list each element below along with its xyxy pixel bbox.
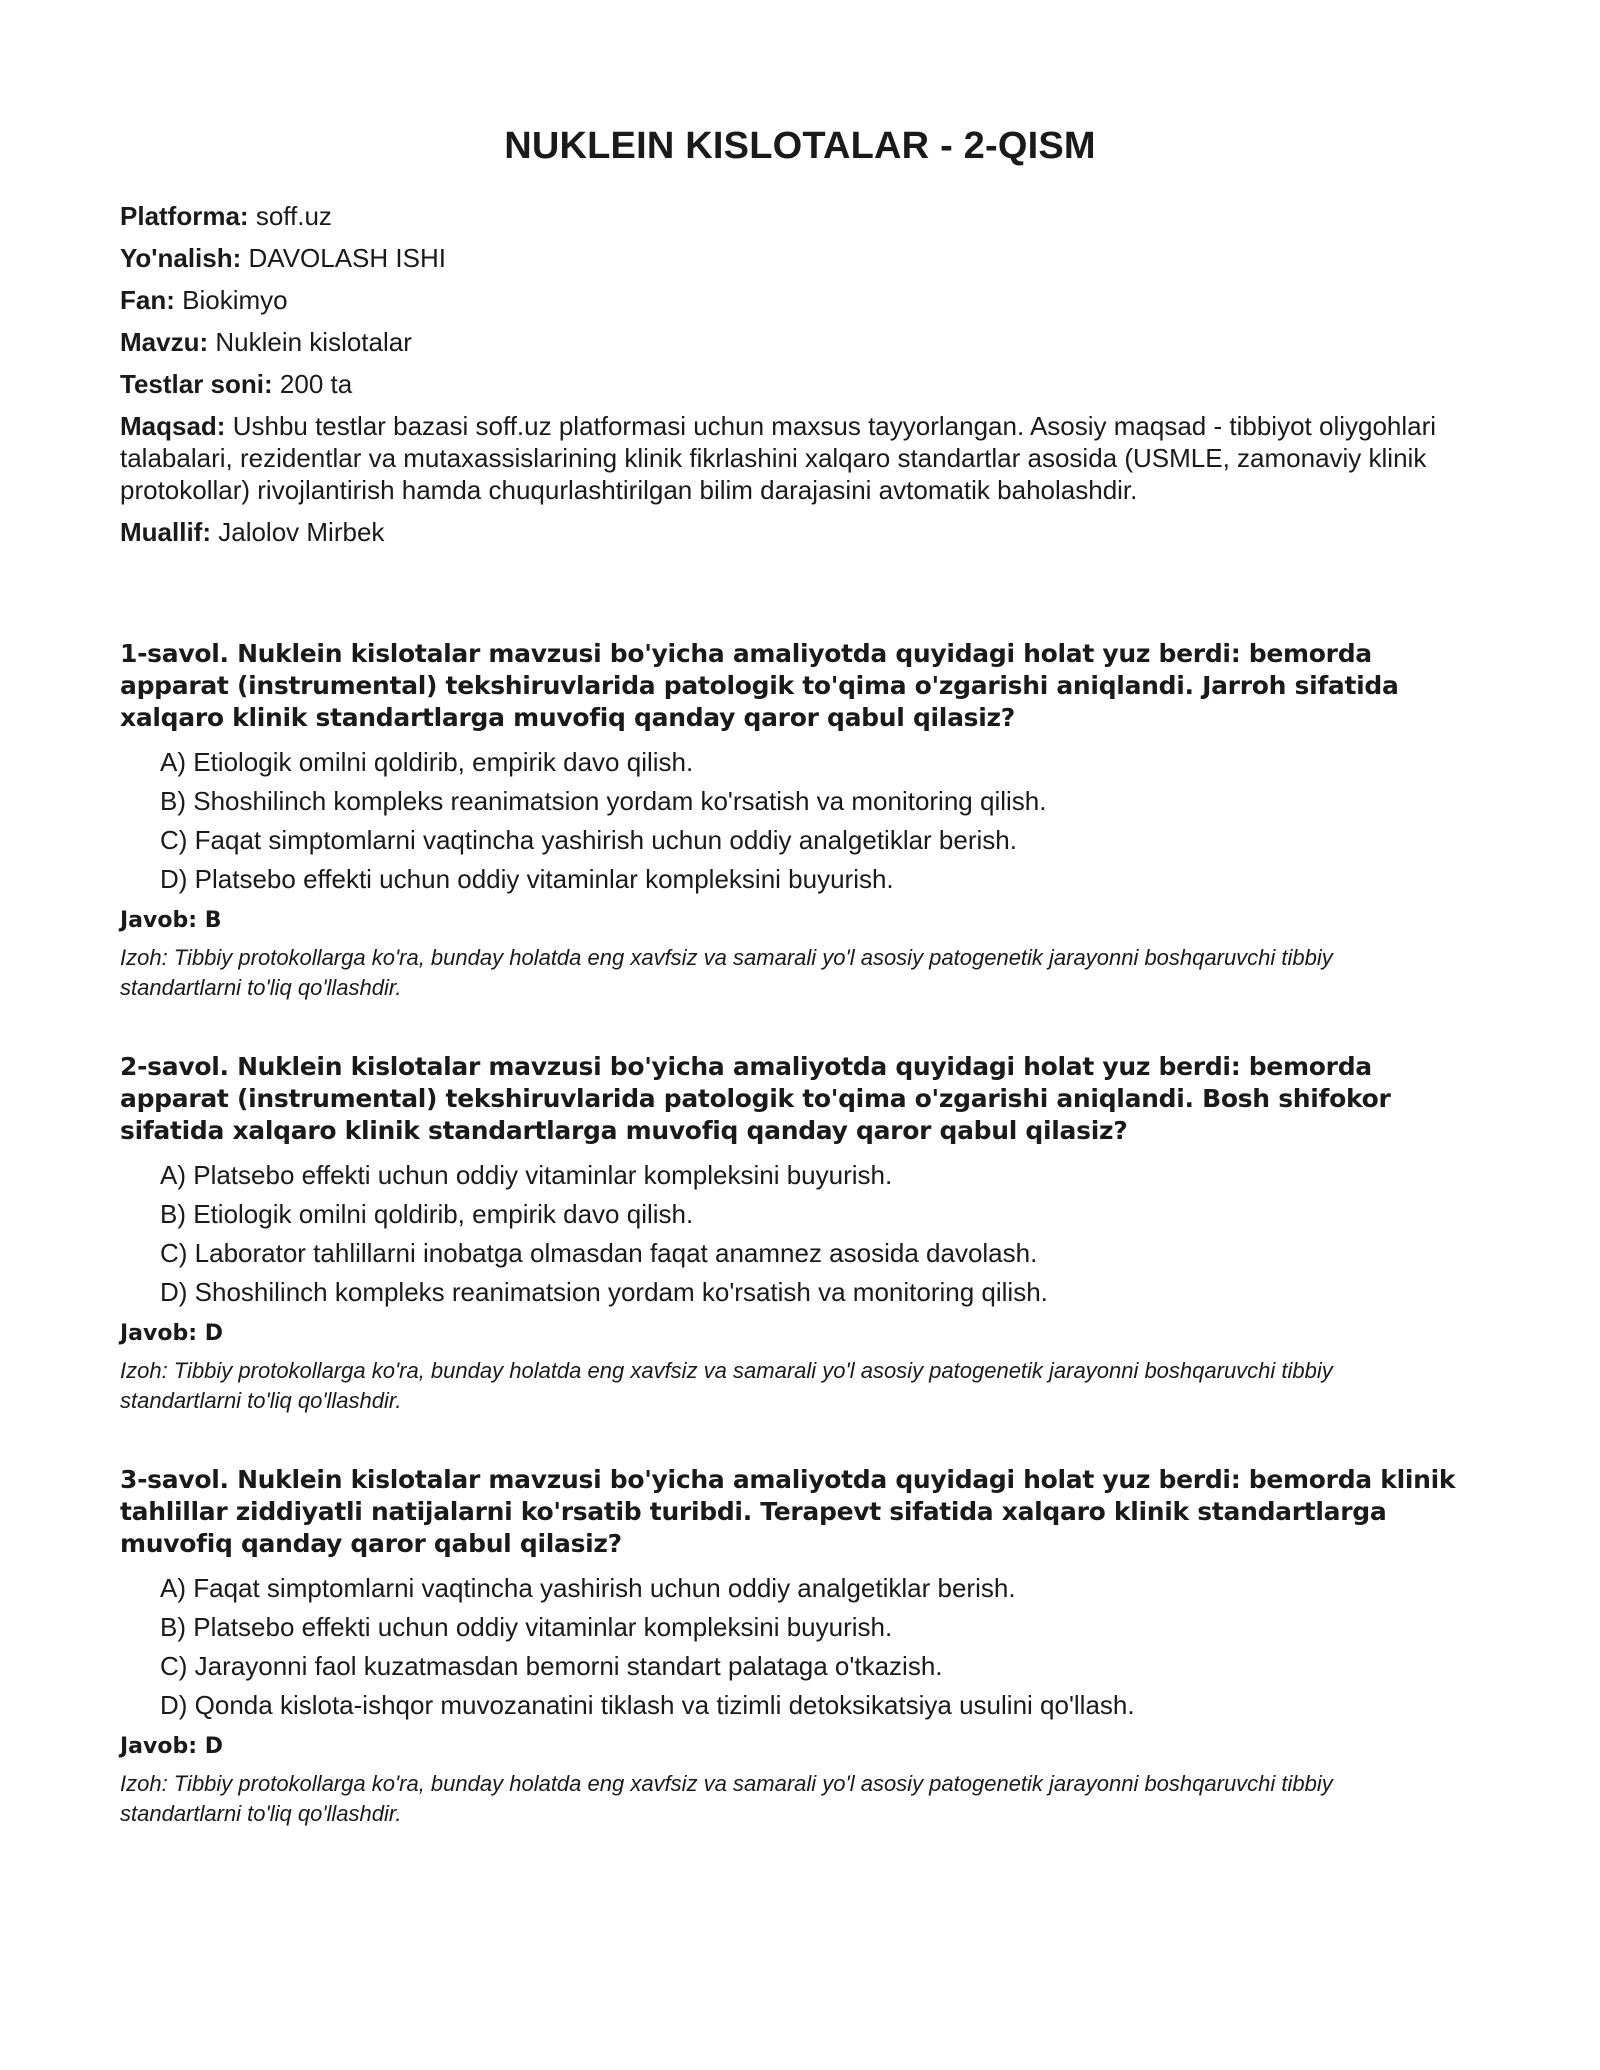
meta-mavzu bbox=[120, 326, 1480, 358]
meta-value: DAVOLASH ISHI bbox=[248, 243, 446, 273]
question-item bbox=[120, 638, 1480, 1003]
answer-label: Javob: B bbox=[120, 908, 222, 933]
answer-label: Javob: D bbox=[120, 1734, 223, 1759]
question-item bbox=[120, 1051, 1480, 1416]
meta-key: Testlar soni: bbox=[120, 369, 273, 399]
explanation-text: Izoh: Tibbiy protokollarga ko'ra, bunday holatda eng xavfsiz va samarali yo'l asosiy patogenetik jarayonni boshqaruvchi tibbiy standartlarni to'liq qo'llashdir. bbox=[120, 945, 1333, 1000]
answer-label: Javob: D bbox=[120, 1321, 223, 1346]
option-b: B) Etiologik omilni qoldirib, empirik davo qilish. bbox=[160, 1199, 694, 1229]
meta-key: Fan: bbox=[120, 285, 175, 315]
document-page bbox=[120, 122, 1480, 1877]
explanation-text: Izoh: Tibbiy protokollarga ko'ra, bunday holatda eng xavfsiz va samarali yo'l asosiy patogenetik jarayonni boshqaruvchi tibbiy standartlarni to'liq qo'llashdir. bbox=[120, 1358, 1333, 1413]
option-b: B) Shoshilinch kompleks reanimatsion yordam ko'rsatish va monitoring qilish. bbox=[160, 786, 1047, 816]
meta-key: Yo'nalish: bbox=[120, 243, 242, 273]
meta-value: Biokimyo bbox=[182, 285, 288, 315]
option-d: D) Qonda kislota-ishqor muvozanatini tiklash va tizimli detoksikatsiya usulini qo'llash. bbox=[160, 1690, 1135, 1720]
option-d: D) Platsebo effekti uchun oddiy vitaminlar kompleksini buyurish. bbox=[160, 864, 894, 894]
question-text: 2-savol. Nuklein kislotalar mavzusi bo'yicha amaliyotda quyidagi holat yuz berdi: bemorda apparat (instrumental) tekshiruvlarida patologik to'qima o'zgarishi aniqlandi. Bosh shifokor sifatida xalqaro klinik standartlarga muvofiq qanday qaror qabul qilasiz? bbox=[120, 1052, 1391, 1145]
option-a: A) Platsebo effekti uchun oddiy vitaminlar kompleksini buyurish. bbox=[160, 1160, 893, 1190]
meta-fan bbox=[120, 284, 1480, 316]
metadata-block bbox=[120, 200, 1480, 548]
option-list bbox=[120, 1159, 1480, 1308]
meta-value: Jalolov Mirbek bbox=[218, 517, 385, 547]
question-list bbox=[120, 638, 1480, 1829]
option-a: A) Faqat simptomlarni vaqtincha yashirish uchun oddiy analgetiklar berish. bbox=[160, 1573, 1016, 1603]
option-d: D) Shoshilinch kompleks reanimatsion yordam ko'rsatish va monitoring qilish. bbox=[160, 1277, 1048, 1307]
meta-yonalish bbox=[120, 242, 1480, 274]
question-text: 3-savol. Nuklein kislotalar mavzusi bo'yicha amaliyotda quyidagi holat yuz berdi: bemorda klinik tahlillar ziddiyatli natijalarni ko'rsatib turibdi. Terapevt sifatida xalqaro klinik standartlarga muvofiq qanday qaror qabul qilasiz? bbox=[120, 1465, 1456, 1558]
option-c: C) Laborator tahlillarni inobatga olmasdan faqat anamnez asosida davolash. bbox=[160, 1238, 1038, 1268]
option-a: A) Etiologik omilni qoldirib, empirik davo qilish. bbox=[160, 747, 694, 777]
question-item bbox=[120, 1464, 1480, 1829]
meta-key: Mavzu: bbox=[120, 327, 209, 357]
option-b: B) Platsebo effekti uchun oddiy vitaminlar kompleksini buyurish. bbox=[160, 1612, 893, 1642]
meta-key: Platforma: bbox=[120, 201, 249, 231]
option-c: C) Faqat simptomlarni vaqtincha yashirish uchun oddiy analgetiklar berish. bbox=[160, 825, 1017, 855]
meta-value: Ushbu testlar bazasi soff.uz platformasi uchun maxsus tayyorlangan. Asosiy maqsad - tibbiyot oliygohlari talabalari, rezidentlar va mutaxassislarining klinik fikrlashini xalqaro standartlar asosida (USMLE, zamonaviy klinik protokollar) rivojlantirish hamda chuqurlashtirilgan bilim darajasini avtomatik baholashdir. bbox=[120, 411, 1437, 505]
meta-value: 200 ta bbox=[279, 369, 353, 399]
explanation-text: Izoh: Tibbiy protokollarga ko'ra, bunday holatda eng xavfsiz va samarali yo'l asosiy patogenetik jarayonni boshqaruvchi tibbiy standartlarni to'liq qo'llashdir. bbox=[120, 1771, 1333, 1826]
question-text: 1-savol. Nuklein kislotalar mavzusi bo'yicha amaliyotda quyidagi holat yuz berdi: bemorda apparat (instrumental) tekshiruvlarida patologik to'qima o'zgarishi aniqlandi. Jarroh sifatida xalqaro klinik standartlarga muvofiq qanday qaror qabul qilasiz? bbox=[120, 639, 1399, 732]
meta-value: soff.uz bbox=[255, 201, 332, 231]
option-list bbox=[120, 746, 1480, 895]
option-c: C) Jarayonni faol kuzatmasdan bemorni standart palataga o'tkazish. bbox=[160, 1651, 943, 1681]
meta-testlar-soni bbox=[120, 368, 1480, 400]
meta-muallif bbox=[120, 516, 1480, 548]
option-list bbox=[120, 1572, 1480, 1721]
meta-key: Muallif: bbox=[120, 517, 211, 547]
document-title: NUKLEIN KISLOTALAR - 2-QISM bbox=[504, 125, 1096, 167]
meta-key: Maqsad: bbox=[120, 411, 226, 441]
meta-value: Nuklein kislotalar bbox=[215, 327, 412, 357]
meta-platforma bbox=[120, 200, 1480, 232]
meta-maqsad bbox=[120, 410, 1460, 506]
